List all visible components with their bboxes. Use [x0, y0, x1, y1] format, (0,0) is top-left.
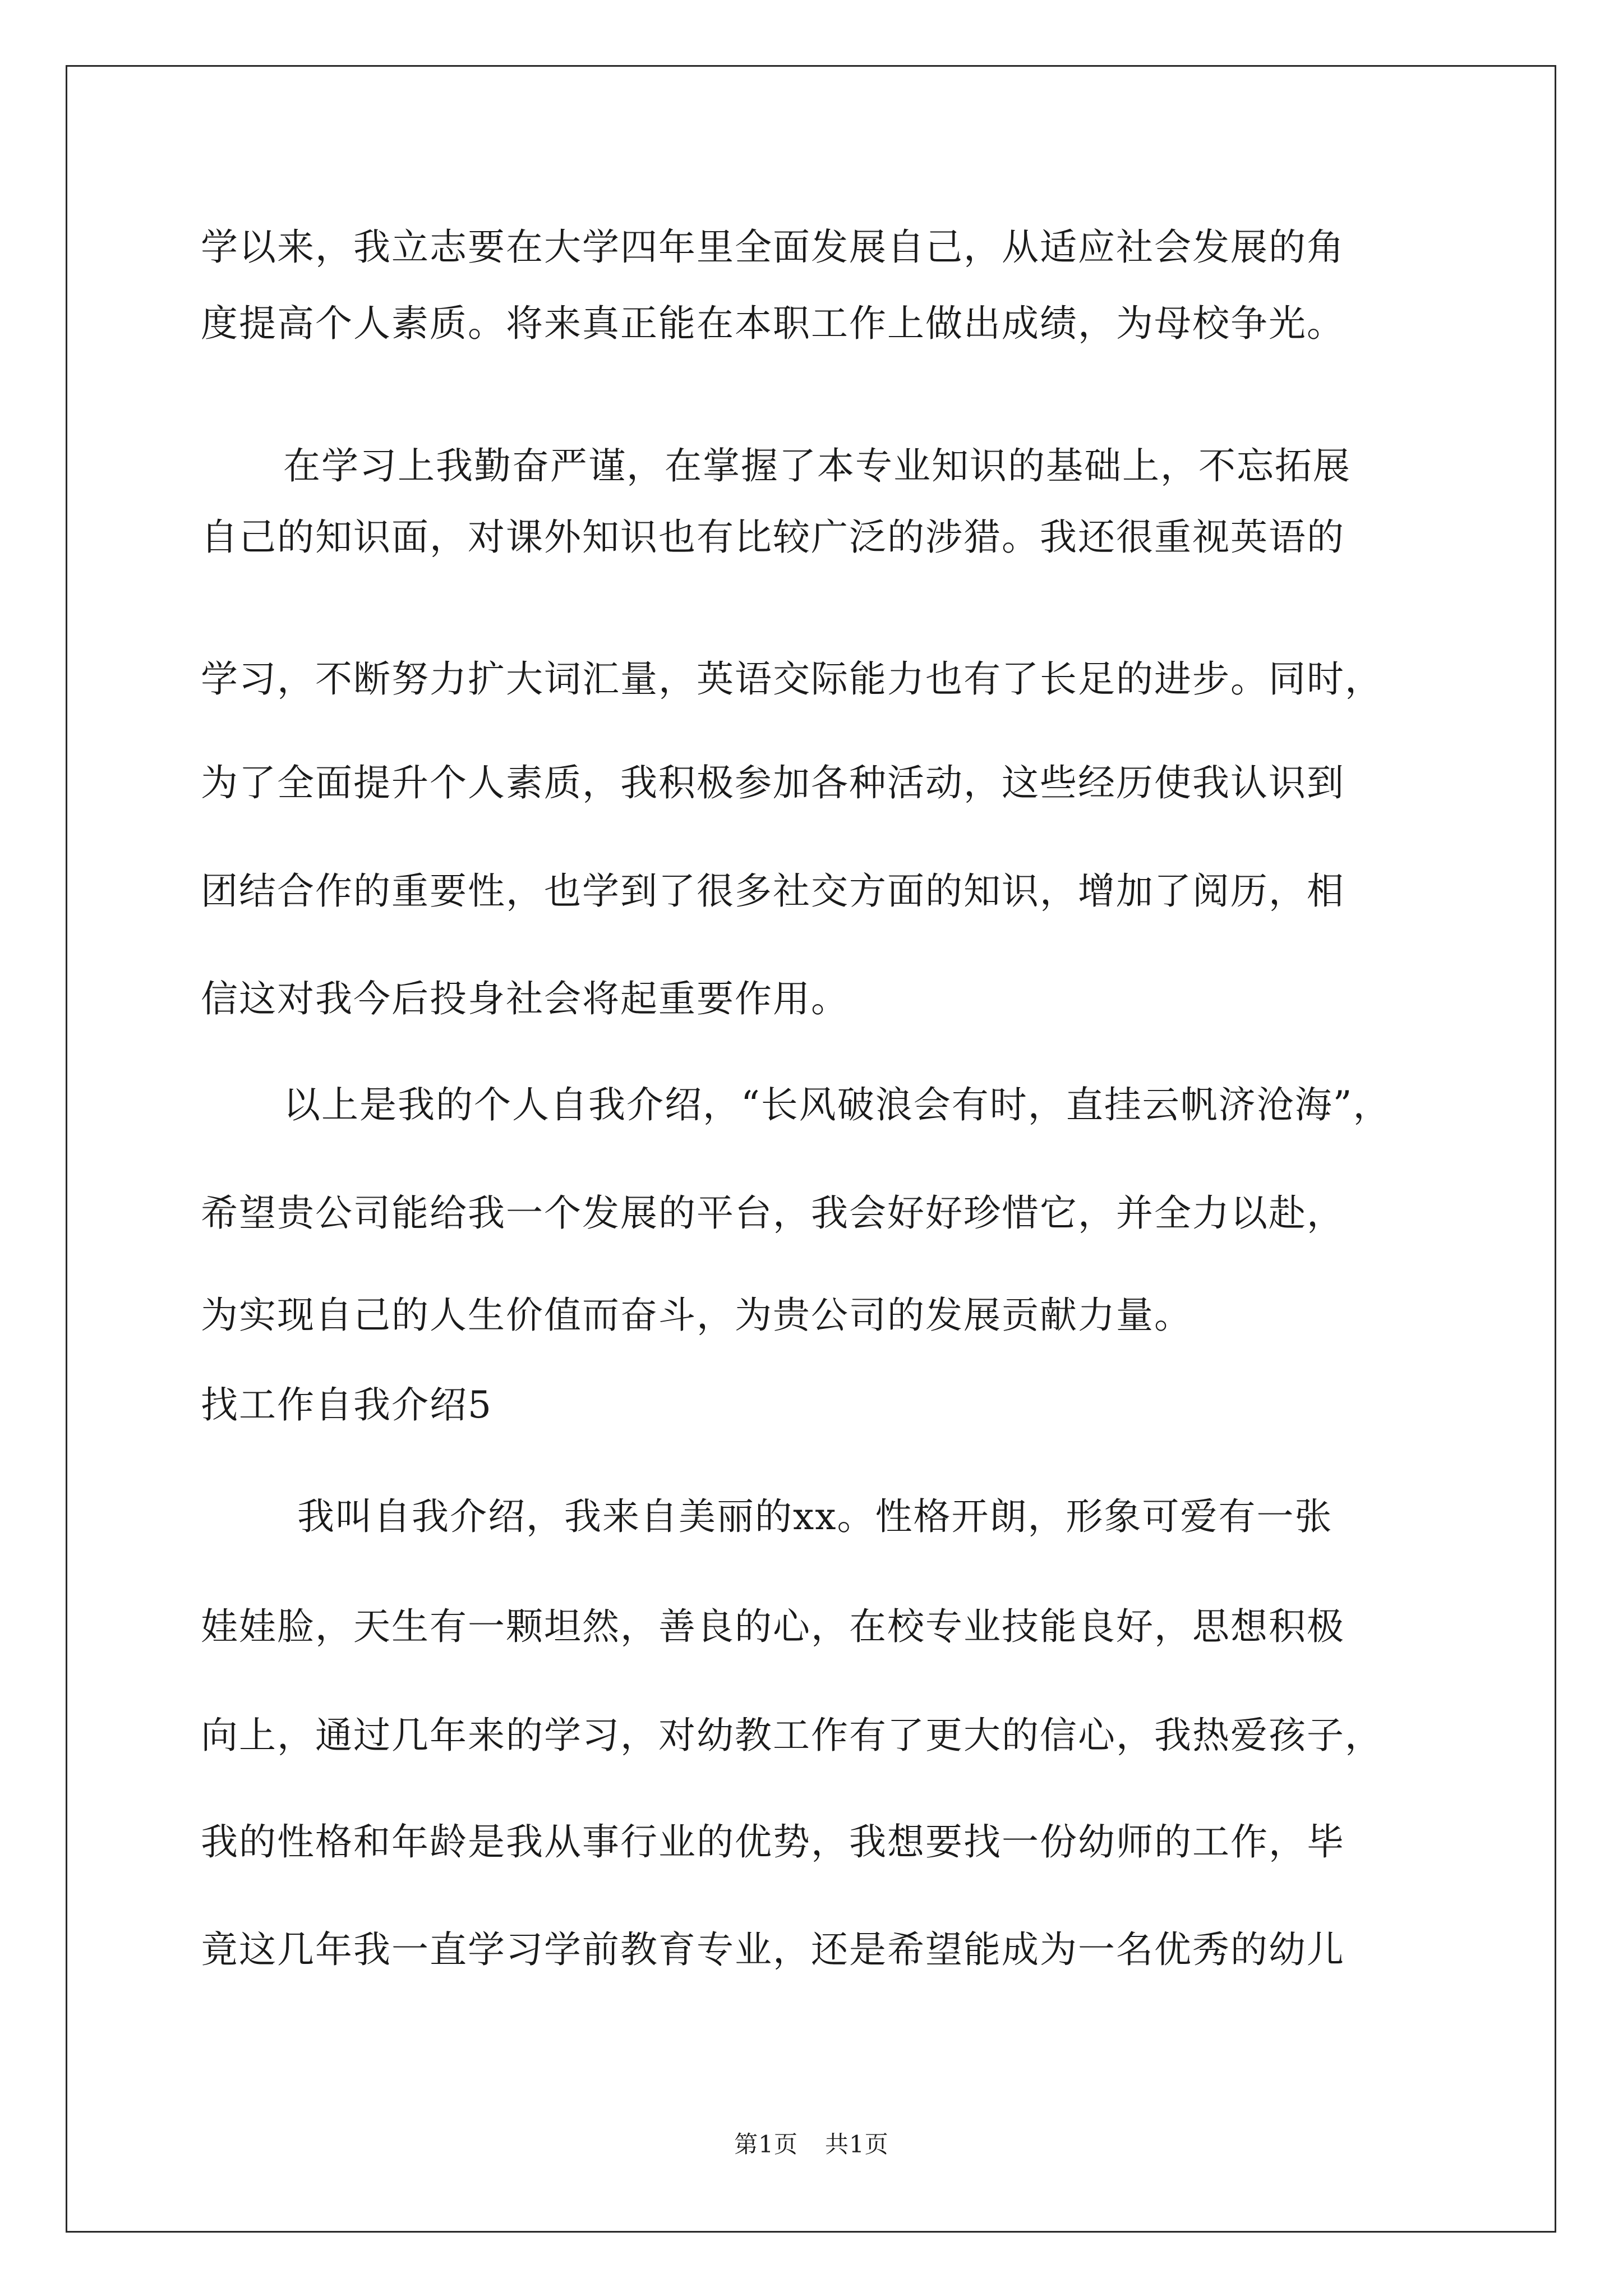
- section-heading: 找工作自我介绍5: [201, 1383, 492, 1427]
- paragraph-line: 向上，通过几年来的学习，对幼教工作有了更大的信心，我热爱孩子，: [201, 1714, 1383, 1757]
- page-border: [66, 65, 1556, 2233]
- paragraph-line: 我叫自我介绍，我来自美丽的xx。性格开朗，形象可爱有一张: [297, 1495, 1333, 1538]
- paragraph-line: 娃娃脸，天生有一颗坦然，善良的心，在校专业技能良好，思想积极: [201, 1605, 1345, 1648]
- page-total: 共1页: [825, 2131, 889, 2158]
- paragraph-line: 学习，不断努力扩大词汇量，英语交际能力也有了长足的进步。同时，: [201, 657, 1383, 701]
- paragraph-line: 信这对我今后投身社会将起重要作用。: [201, 977, 849, 1020]
- paragraph-line: 自己的知识面，对课外知识也有比较广泛的涉猎。我还很重视英语的: [201, 516, 1345, 559]
- paragraph-line: 希望贵公司能给我一个发展的平台，我会好好珍惜它，并全力以赴，: [201, 1191, 1345, 1235]
- paragraph-line: 为实现自己的人生价值而奋斗，为贵公司的发展贡献力量。: [201, 1294, 1192, 1337]
- paragraph-line: 团结合作的重要性，也学到了很多社交方面的知识，增加了阅历，相: [201, 869, 1345, 913]
- paragraph-line: 以上是我的个人自我介绍，“长风破浪会有时，直挂云帆济沧海”，: [283, 1083, 1391, 1126]
- paragraph-line: 在学习上我勤奋严谨，在掌握了本专业知识的基础上，不忘拓展: [283, 444, 1351, 487]
- paragraph-line: 我的性格和年龄是我从事行业的优势，我想要找一份幼师的工作，毕: [201, 1820, 1345, 1864]
- paragraph-line: 学以来，我立志要在大学四年里全面发展自己，从适应社会发展的角: [201, 226, 1345, 269]
- paragraph-line: 度提高个人素质。将来真正能在本职工作上做出成绩，为母校争光。: [201, 302, 1345, 345]
- paragraph-line: 竟这几年我一直学习学前教育专业，还是希望能成为一名优秀的幼儿: [201, 1928, 1345, 1971]
- paragraph-line: 为了全面提升个人素质，我积极参加各种活动，这些经历使我认识到: [201, 761, 1345, 804]
- page-number: 第1页: [734, 2131, 798, 2158]
- page-footer: [0, 2129, 1623, 2160]
